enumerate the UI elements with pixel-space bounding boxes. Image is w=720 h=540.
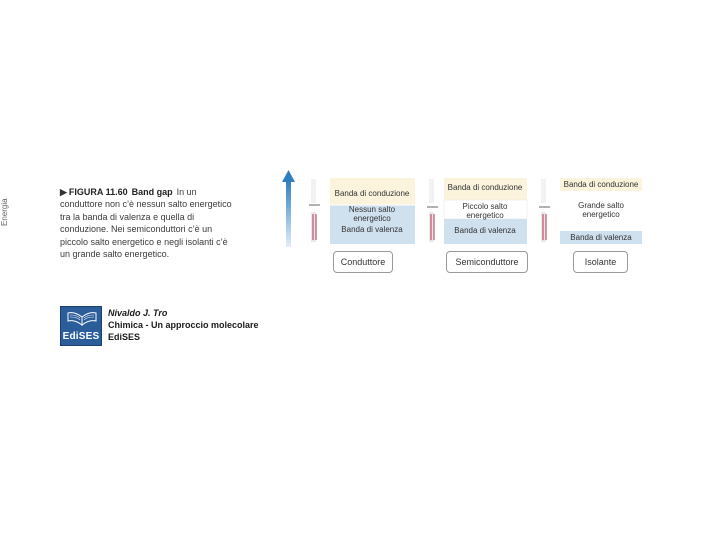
- conduction-band-label: Banda di conduzione: [563, 180, 639, 189]
- figure-title: Band gap: [131, 187, 173, 197]
- conduction-band-label: Banda di conduzione: [334, 189, 410, 198]
- insulator-label: Isolante: [573, 251, 628, 273]
- level-bracket: [309, 179, 320, 242]
- valence-band-label: Banda di valenza: [570, 233, 632, 242]
- conduction-band-label: Banda di conduzione: [447, 183, 523, 192]
- logo-text: EdiSES: [62, 331, 100, 342]
- gap-label-line2: energetico: [582, 210, 620, 219]
- insulator-panel: [539, 178, 642, 244]
- gap-label-line2: energetico: [466, 211, 504, 220]
- gap-label-line1: Nessun salto: [348, 205, 396, 214]
- conductor-panel: [309, 178, 415, 244]
- gap-label-line2: energetico: [353, 214, 391, 223]
- triangle-icon: ▶: [60, 187, 67, 197]
- caption-text: In un conduttore non c’è nessun salto energetico tra la banda di valenza e quella di conduzione. Nei semiconduttori c’è un piccolo salto energetico e negli isolanti c’è un grande salto energetico.: [60, 187, 232, 260]
- valence-band-label: Banda di valenza: [454, 226, 516, 235]
- publisher-name: EdiSES: [108, 332, 141, 342]
- level-bracket: [539, 179, 550, 242]
- gap-label-line1: Piccolo salto: [462, 202, 508, 211]
- gap-label-line1: Grande salto: [578, 201, 624, 210]
- semiconductor-panel: [427, 178, 527, 244]
- author-name: Nivaldo J. Tro: [108, 308, 168, 318]
- semiconductor-label: Semiconduttore: [446, 251, 528, 273]
- level-bracket: [427, 179, 438, 242]
- energy-arrow: [282, 170, 295, 247]
- figure-label: ▶ FIGURA 11.60: [60, 187, 128, 197]
- valence-band-label: Banda di valenza: [341, 225, 403, 234]
- book-title: Chimica - Un approccio molecolare: [108, 320, 259, 330]
- energy-axis-label: Energia: [0, 198, 9, 226]
- conductor-label: Conduttore: [333, 251, 393, 273]
